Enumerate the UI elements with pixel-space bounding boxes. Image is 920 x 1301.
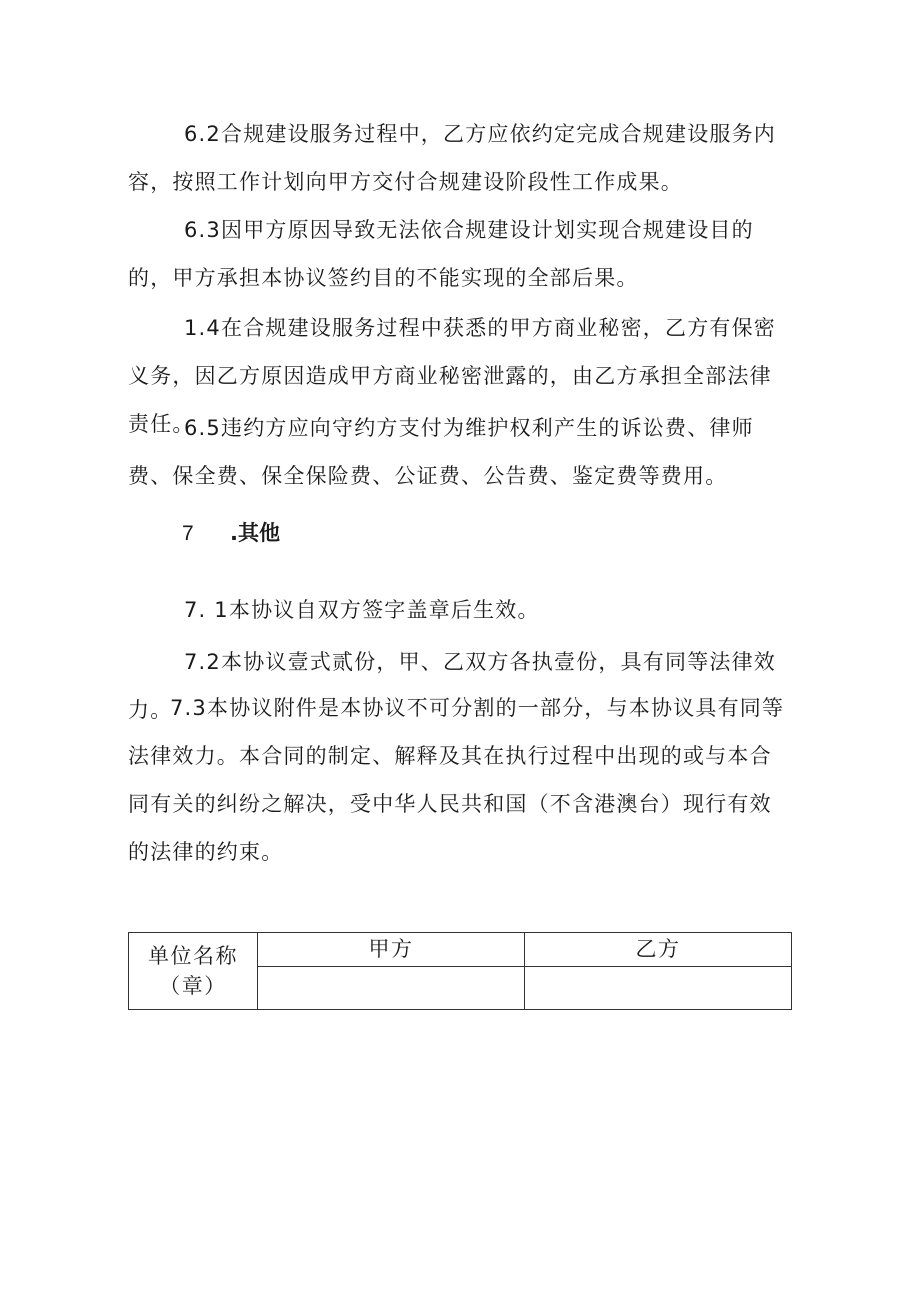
party-b-seal-field[interactable]: [525, 967, 792, 1010]
party-a-header: 甲方: [258, 933, 525, 967]
party-b-header: 乙方: [525, 933, 792, 967]
clause-7-1: 7. 1本协议自双方签字盖章后生效。: [184, 598, 540, 622]
section-7-number: 7: [182, 522, 194, 545]
signature-table: [128, 932, 792, 1010]
seal-label: （章）: [159, 974, 227, 998]
clause-7-3: 7.3本协议附件是本协议不可分割的一部分，与本协议具有同等法律效力。本合同的制定、解释及其在执行过程中出现的或与本合同有关的纠纷之解决，受中华人民共和国（不含港澳台）现行有效的法律的约束。: [128, 696, 785, 864]
clause-6-4: 1.4在合规建设服务过程中获悉的甲方商业秘密，乙方有保密义务，因乙方原因造成甲方商业秘密泄露的，由乙方承担全部法律责任。: [128, 316, 776, 436]
clause-6-5: 6.5违约方应向守约方支付为维护权利产生的诉讼费、律师费、保全费、保全保险费、公证费、公告费、鉴定费等费用。: [128, 416, 754, 488]
section-7-title: .其他: [230, 521, 280, 545]
clause-6-2: 6.2合规建设服务过程中，乙方应依约定完成合规建设服务内容，按照工作计划向甲方交付合规建设阶段性工作成果。: [128, 122, 776, 194]
party-a-seal-field[interactable]: [258, 967, 525, 1010]
unit-name-label-cell: [129, 933, 258, 1010]
clause-7-2: 7.2本协议壹式贰份，甲、乙双方各执壹份，具有同等法律效力。: [128, 650, 776, 722]
clause-6-3: 6.3因甲方原因导致无法依合规建设计划实现合规建设目的的，甲方承担本协议签约目的不能实现的全部后果。: [128, 218, 754, 290]
unit-name-label: 单位名称: [148, 944, 238, 968]
section-7-heading: [182, 515, 280, 552]
